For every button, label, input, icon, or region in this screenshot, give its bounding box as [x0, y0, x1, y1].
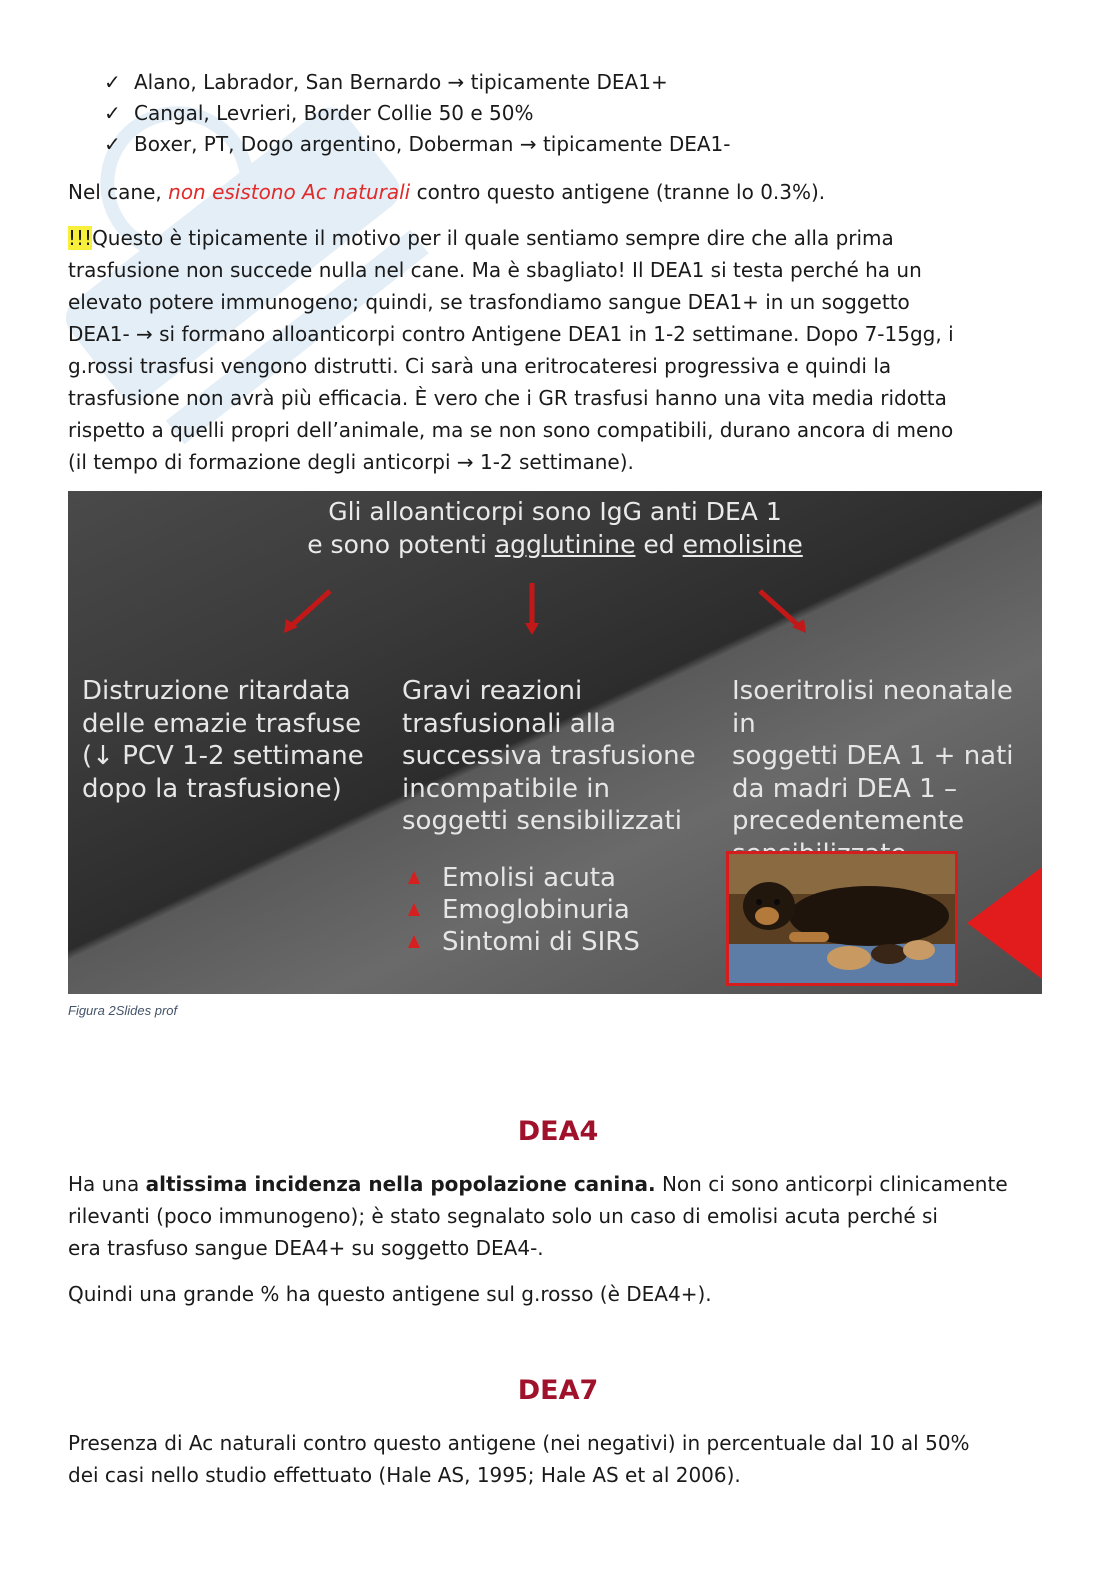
- slide-figure: [68, 491, 1042, 994]
- check-icon: ✓: [104, 132, 121, 156]
- list-item: ✓ Cangal, Levrieri, Border Collie 50 e 50%: [104, 98, 730, 129]
- slide-title: Gli alloanticorpi sono IgG anti DEA 1 e sono potenti agglutinine ed emolisine: [307, 497, 803, 559]
- figure-caption: Figura 2Slides prof: [68, 1003, 178, 1018]
- arrow-down-right-icon: [754, 587, 810, 635]
- transfusion-paragraph: !!!Questo è tipicamente il motivo per il quale sentiamo sempre dire che alla prima trasfusione non succede nulla nel cane. Ma è sbagliato! Il DEA1 si testa perché ha un elevato potere immunogeno; quindi, se trasfondiamo sangue DEA1+ in un soggetto DEA1- → si formano alloanticorpi contro Antigene DEA1 in 1-2 settimane. Dopo 7-15gg, i g.rossi trasfusi vengono distrutti. Ci sarà una eritrocateresi progressiva e quindi la trasfusione non avrà più efficacia. È vero che i GR trasfusi hanno una vita media ridotta rispetto a quelli propri dell’animale, ma se non sono compatibili, durano ancora di meno (il tempo di formazione degli anticorpi → 1-2 settimane).: [68, 226, 954, 474]
- red-triangle-icon: [408, 935, 420, 948]
- list-item: ✓ Alano, Labrador, San Bernardo → tipicamente DEA1+: [104, 67, 730, 98]
- breed-checklist: [104, 67, 730, 160]
- arrow-down-icon: [522, 581, 542, 637]
- transfusion-reactions-text: Gravi reazioni trasfusionali alla successiva trasfusione incompatibile in soggetti sensibilizzati: [402, 676, 696, 836]
- dea4-paragraph: Ha una altissima incidenza nella popolazione canina. Non ci sono anticorpi clinicamente rilevanti (poco immunogeno); è stato segnalato solo un caso di emolisi acuta perché si era trasfuso sangue DEA4+ su soggetto DEA4-.: [68, 1172, 1008, 1260]
- dog-with-puppies-photo: [726, 851, 958, 986]
- list-item: Sintomi di SIRS: [402, 926, 640, 958]
- red-triangle-icon: [408, 871, 420, 884]
- check-icon: ✓: [104, 70, 121, 94]
- reaction-bullets: [402, 862, 640, 958]
- highlight-mark: !!!: [68, 226, 93, 250]
- dea4-heading: DEA4: [517, 1116, 599, 1147]
- list-item: ✓ Boxer, PT, Dogo argentino, Doberman → tipicamente DEA1-: [104, 129, 730, 160]
- red-triangle-icon: [408, 903, 420, 916]
- list-item: Emolisi acuta: [402, 862, 640, 894]
- arrow-down-left-icon: [280, 587, 336, 635]
- dea4-summary: Quindi una grande % ha questo antigene sul g.rosso (è DEA4+).: [68, 1282, 712, 1306]
- list-item: Emoglobinuria: [402, 894, 640, 926]
- dea7-paragraph: Presenza di Ac naturali contro questo antigene (nei negativi) in percentuale dal 10 al 50% dei casi nello studio effettuato (Hale AS, 1995; Hale AS et al 2006).: [68, 1431, 970, 1487]
- delayed-destruction-text: Distruzione ritardata delle emazie trasfuse (↓ PCV 1-2 settimane dopo la trasfusione): [82, 676, 364, 804]
- check-icon: ✓: [104, 101, 121, 125]
- dea7-heading: DEA7: [517, 1375, 599, 1406]
- red-corner-decoration: [967, 867, 1042, 979]
- neonatal-isoerythrolysis-text: Isoeritrolisi neonatale in soggetti DEA 1 + nati da madri DEA 1 – precedentemente: [732, 676, 1014, 836]
- natural-antibodies-paragraph: Nel cane, non esistono Ac naturali contro questo antigene (tranne lo 0.3%).: [68, 180, 826, 204]
